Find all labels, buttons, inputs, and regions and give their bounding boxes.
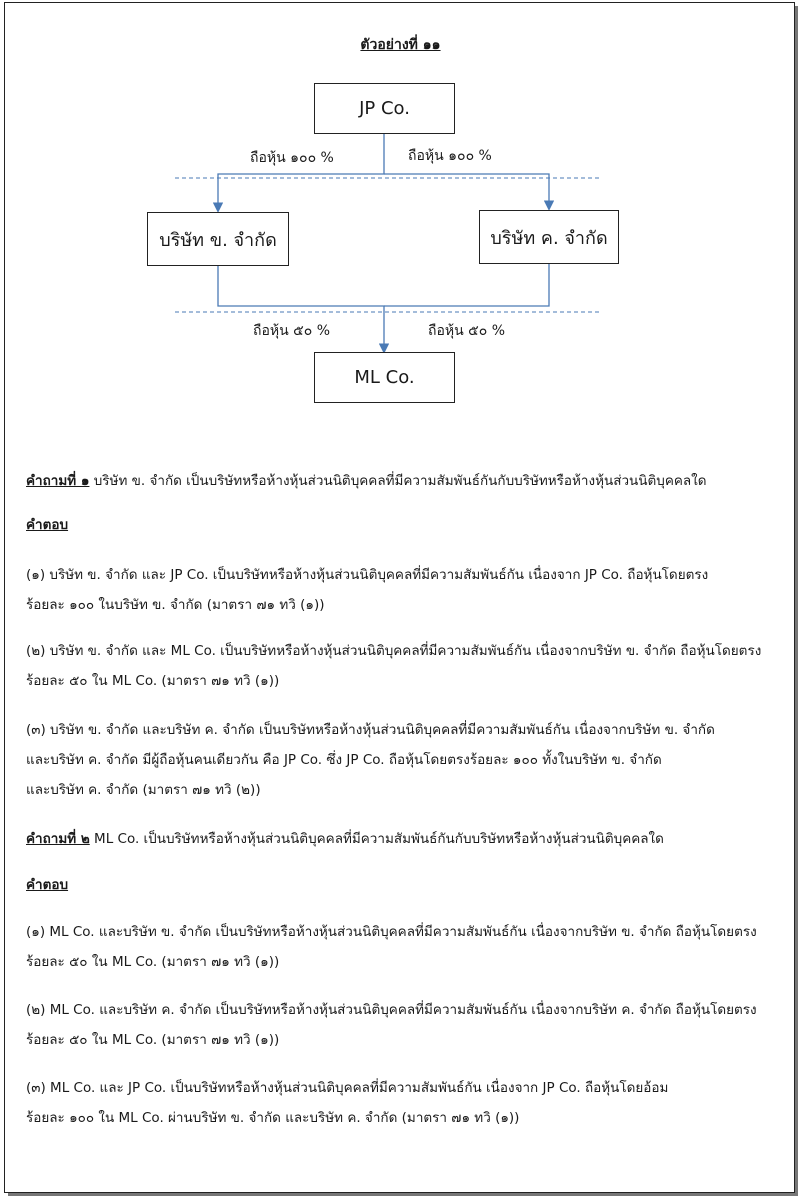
box-jp-co: JP Co. [314, 83, 455, 134]
question-1-heading: คำถามที่ ๑ [26, 473, 90, 489]
answer-2-item-3 [26, 1073, 786, 1133]
page-title: ตัวอย่างที่ ๑๑ [360, 37, 441, 53]
connector-jp-to-c [384, 174, 549, 207]
answer-line: ร้อยละ ๕๐ ใน ML Co. (มาตรา ๗๑ ทวิ (๑)) [26, 954, 280, 970]
question-1-text: บริษัท ข. จำกัด เป็นบริษัทหรือห้างหุ้นส่วนนิติบุคคลที่มีความสัมพันธ์กันกับบริษัทหรือห้างหุ้นส่วนนิติบุคคลใด [89, 473, 707, 489]
answer-2-item-2 [26, 995, 786, 1055]
answer-2-item-1 [26, 917, 786, 977]
box-company-c: บริษัท ค. จำกัด [479, 210, 619, 264]
box-company-b: บริษัท ข. จำกัด [147, 212, 289, 266]
question-2-heading: คำถามที่ ๒ [26, 831, 90, 847]
answer-line: (๓) บริษัท ข. จำกัด และบริษัท ค. จำกัด เป็นบริษัทหรือห้างหุ้นส่วนนิติบุคคลที่มีความสัมพันธ์กัน เนื่องจากบริษัท ข. จำกัด [26, 722, 715, 738]
answer-2-heading-wrap [26, 870, 786, 900]
answer-line: (๑) ML Co. และบริษัท ข. จำกัด เป็นบริษัทหรือห้างหุ้นส่วนนิติบุคคลที่มีความสัมพันธ์กัน เนื่องจากบริษัท ข. จำกัด ถือหุ้นโดยตรง [26, 924, 757, 940]
answer-1-item-2 [26, 636, 786, 696]
question-2-text: ML Co. เป็นบริษัทหรือห้างหุ้นส่วนนิติบุคคลที่มีความสัมพันธ์กันกับบริษัทหรือห้างหุ้นส่วนนิติบุคคลใด [89, 831, 664, 847]
share-label-jp-c: ถือหุ้น ๑๐๐ % [408, 148, 492, 164]
answer-1-heading: คำตอบ [26, 517, 69, 533]
share-label-b-ml: ถือหุ้น ๕๐ % [253, 323, 331, 339]
answer-line: ร้อยละ ๕๐ ใน ML Co. (มาตรา ๗๑ ทวิ (๑)) [26, 1032, 280, 1048]
question-2 [26, 824, 786, 854]
answer-line: (๓) ML Co. และ JP Co. เป็นบริษัทหรือห้างหุ้นส่วนนิติบุคคลที่มีความสัมพันธ์กัน เนื่องจาก JP Co. ถือหุ้นโดยอ้อม [26, 1080, 669, 1096]
question-1 [26, 466, 786, 496]
answer-line: (๑) บริษัท ข. จำกัด และ JP Co. เป็นบริษัทหรือห้างหุ้นส่วนนิติบุคคลที่มีความสัมพันธ์กัน เนื่องจาก JP Co. ถือหุ้นโดยตรง [26, 567, 709, 583]
answer-line: ร้อยละ ๑๐๐ ใน ML Co. ผ่านบริษัท ข. จำกัด และบริษัท ค. จำกัด (มาตรา ๗๑ ทวิ (๑)) [26, 1110, 520, 1126]
box-ml-co: ML Co. [314, 352, 455, 403]
answer-1-heading-wrap [26, 510, 786, 540]
answer-1-item-1 [26, 560, 786, 620]
answer-line: และบริษัท ค. จำกัด มีผู้ถือหุ้นคนเดียวกัน คือ JP Co. ซึ่ง JP Co. ถือหุ้นโดยตรงร้อยละ ๑๐๐ ทั้งในบริษัท ข. จำกัด [26, 752, 662, 768]
answer-line: ร้อยละ ๑๐๐ ในบริษัท ข. จำกัด (มาตรา ๗๑ ทวิ (๑)) [26, 597, 325, 613]
answer-line: (๒) บริษัท ข. จำกัด และ ML Co. เป็นบริษัทหรือห้างหุ้นส่วนนิติบุคคลที่มีความสัมพันธ์กัน เนื่องจากบริษัท ข. จำกัด ถือหุ้นโดยตรง [26, 643, 762, 659]
share-label-jp-b: ถือหุ้น ๑๐๐ % [250, 150, 334, 166]
connector-c-to-ml [384, 264, 549, 306]
answer-2-heading: คำตอบ [26, 877, 69, 893]
answer-1-item-3 [26, 715, 786, 805]
connector-jp-to-b [218, 134, 384, 209]
share-label-c-ml: ถือหุ้น ๕๐ % [428, 323, 506, 339]
frame-shadow [8, 1193, 798, 1196]
answer-line: (๒) ML Co. และบริษัท ค. จำกัด เป็นบริษัทหรือห้างหุ้นส่วนนิติบุคคลที่มีความสัมพันธ์กัน เนื่องจากบริษัท ค. จำกัด ถือหุ้นโดยตรง [26, 1002, 757, 1018]
answer-line: ร้อยละ ๕๐ ใน ML Co. (มาตรา ๗๑ ทวิ (๑)) [26, 673, 280, 689]
answer-line: และบริษัท ค. จำกัด (มาตรา ๗๑ ทวิ (๒)) [26, 782, 261, 798]
